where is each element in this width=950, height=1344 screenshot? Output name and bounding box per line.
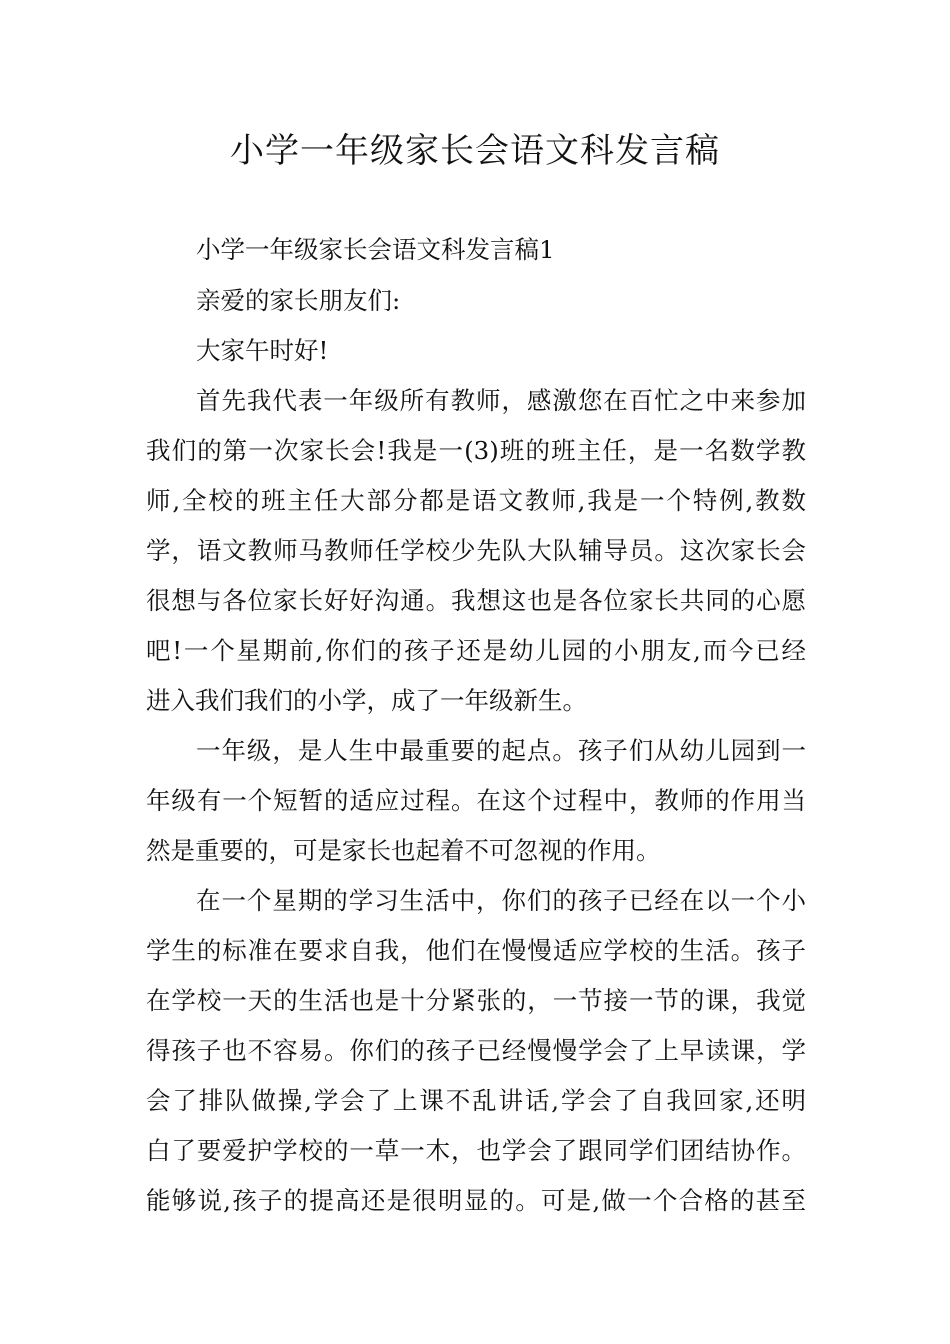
paragraph-1-line-2: 我们的第一次家长会!我是一(3)班的班主任，是一名数学教 — [146, 436, 806, 465]
paragraph-3-line-3: 在学校一天的生活也是十分紧张的，一节接一节的课，我觉 — [146, 986, 806, 1015]
subtitle-line: 小学一年级家长会语文科发言稿1 — [196, 235, 555, 264]
paragraph-1-line-1: 首先我代表一年级所有教师，感激您在百忙之中来参加 — [196, 386, 806, 415]
greeting-line: 亲爱的家长朋友们: — [196, 286, 401, 315]
paragraph-1-line-6: 吧!一个星期前,你们的孩子还是幼儿园的小朋友,而今已经 — [146, 636, 806, 665]
paragraph-3-line-1: 在一个星期的学习生活中，你们的孩子已经在以一个小 — [196, 886, 806, 915]
paragraph-3-line-7: 能够说,孩子的提高还是很明显的。可是,做一个合格的甚至 — [146, 1186, 806, 1215]
document-title: 小学一年级家长会语文科发言稿 — [230, 131, 720, 171]
paragraph-1-line-4: 学，语文教师马教师任学校少先队大队辅导员。这次家长会 — [146, 536, 806, 565]
paragraph-1-line-3: 师,全校的班主任大部分都是语文教师,我是一个特例,教数 — [146, 486, 806, 515]
paragraph-2-line-2: 年级有一个短暂的适应过程。在这个过程中，教师的作用当 — [146, 786, 806, 815]
paragraph-2-line-1: 一年级，是人生中最重要的起点。孩子们从幼儿园到一 — [196, 736, 806, 765]
paragraph-3-line-4: 得孩子也不容易。你们的孩子已经慢慢学会了上早读课，学 — [146, 1036, 806, 1065]
paragraph-3-line-6: 白了要爱护学校的一草一木，也学会了跟同学们团结协作。 — [146, 1136, 806, 1165]
salutation-line: 大家午时好! — [196, 336, 329, 365]
paragraph-2-line-3: 然是重要的，可是家长也起着不可忽视的作用。 — [146, 836, 661, 865]
paragraph-3-line-5: 会了排队做操,学会了上课不乱讲话,学会了自我回家,还明 — [146, 1086, 806, 1115]
paragraph-1-line-5: 很想与各位家长好好沟通。我想这也是各位家长共同的心愿 — [146, 586, 806, 615]
paragraph-3-line-2: 学生的标准在要求自我，他们在慢慢适应学校的生活。孩子 — [146, 936, 806, 965]
paragraph-1-line-7: 进入我们我们的小学，成了一年级新生。 — [146, 686, 587, 715]
